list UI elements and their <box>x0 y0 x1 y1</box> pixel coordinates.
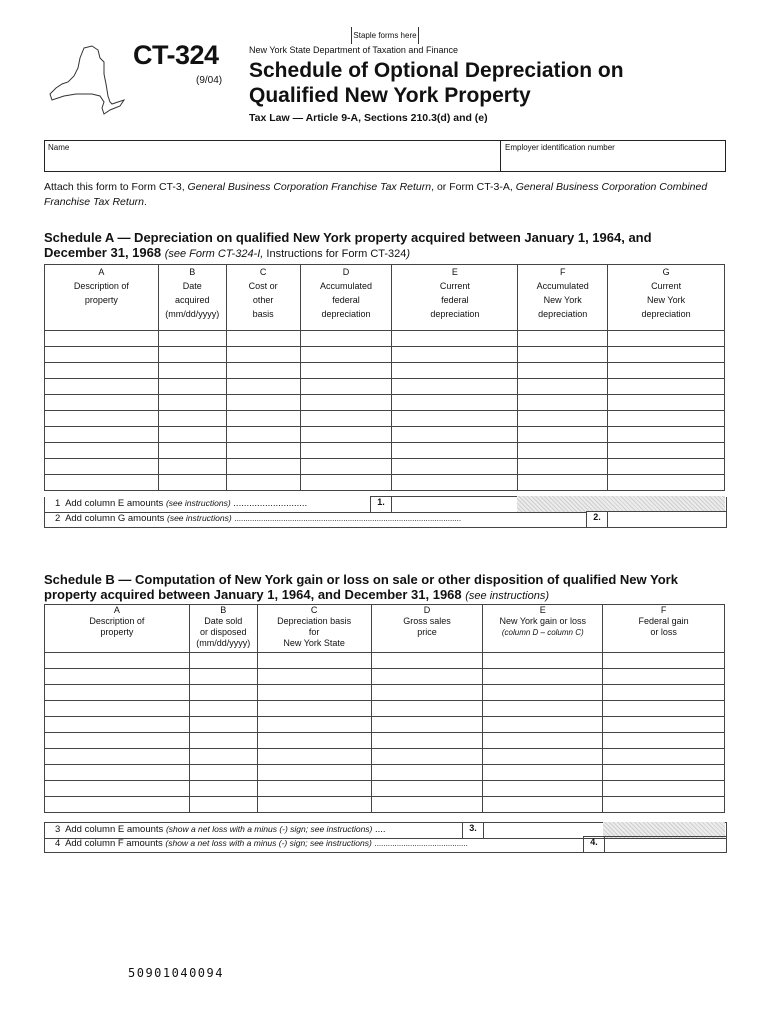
schedule-b-header-row <box>45 605 725 653</box>
line-4-label: 4. <box>583 836 605 853</box>
schedule-b-entry-cell[interactable] <box>371 669 483 685</box>
schedule-b-entry-cell[interactable] <box>603 781 725 797</box>
line-4-amount-field[interactable] <box>604 836 727 853</box>
schedule-a-entry-cell[interactable] <box>226 363 300 379</box>
schedule-b-heading-line2: property acquired between January 1, 1964, and December 31, 1968 <box>44 587 462 602</box>
schedule-a-entry-cell[interactable] <box>518 459 608 475</box>
schedule-b-entry-cell[interactable] <box>371 749 483 765</box>
schedule-b-entry-cell[interactable] <box>257 733 371 749</box>
schedule-a-line-2: 2 Add column G amounts (see instructions) ...................................................................................................... 2. <box>44 512 727 528</box>
new-york-state-map-icon <box>46 44 126 116</box>
schedule-a-heading-ref2: Instructions for Form CT-324 <box>263 248 407 260</box>
schedule-b-entry-cell[interactable] <box>483 765 603 781</box>
schedule-a-entry-row <box>45 475 725 491</box>
attach-text-2: General Business Corporation Franchise Tax Return <box>187 181 432 193</box>
schedule-b-entry-cell[interactable] <box>603 701 725 717</box>
schedule-b-heading-ref: (see instructions) <box>465 590 550 602</box>
schedule-b-entry-cell[interactable] <box>371 653 483 669</box>
schedule-b-entry-cell[interactable] <box>257 797 371 813</box>
staple-note: Staple forms here <box>351 27 419 44</box>
schedule-b-entry-cell[interactable] <box>483 669 603 685</box>
schedule-b-entry-cell[interactable] <box>257 781 371 797</box>
schedule-a-entry-cell[interactable] <box>158 443 226 459</box>
form-title-line2: Qualified New York Property <box>249 84 531 107</box>
schedule-a-entry-cell[interactable] <box>45 331 159 347</box>
schedule-b-entry-cell[interactable] <box>257 669 371 685</box>
schedule-a-entry-cell[interactable] <box>45 475 159 491</box>
schedule-a-entry-cell[interactable] <box>392 363 518 379</box>
schedule-b-entry-cell[interactable] <box>603 733 725 749</box>
schedule-a-entry-cell[interactable] <box>518 379 608 395</box>
schedule-b-line-3: 3 Add column E amounts (show a net loss with a minus (-) sign; see instructions) .... 3. <box>44 822 727 839</box>
schedule-a-entry-cell[interactable] <box>226 347 300 363</box>
schedule-a-entry-cell[interactable] <box>392 331 518 347</box>
schedule-b-entry-row <box>45 797 725 813</box>
schedule-b-entry-cell[interactable] <box>603 669 725 685</box>
attach-text-3: , or Form CT-3-A, <box>431 181 516 193</box>
identification-box <box>44 140 726 172</box>
schedule-a-heading-ref3: ) <box>406 248 411 260</box>
schedule-a-heading-line1: Schedule A — Depreciation on qualified New York property acquired between January 1, 1964, and <box>44 230 652 245</box>
schedule-b-entry-row <box>45 733 725 749</box>
schedule-b-entry-cell[interactable] <box>257 717 371 733</box>
schedule-a-entry-cell[interactable] <box>608 411 725 427</box>
schedule-a-entry-cell[interactable] <box>300 347 392 363</box>
attach-text-4: General Business Corporation Combined Franchise Tax Return <box>44 181 708 208</box>
schedule-a-entry-row <box>45 331 725 347</box>
schedule-b-entry-cell[interactable] <box>189 765 257 781</box>
schedule-b-entry-cell[interactable] <box>257 685 371 701</box>
schedule-b-entry-cell[interactable] <box>371 701 483 717</box>
schedule-b-entry-row <box>45 717 725 733</box>
schedule-a-entry-row <box>45 379 725 395</box>
schedule-b-entry-cell[interactable] <box>483 653 603 669</box>
schedule-a-entry-row <box>45 411 725 427</box>
schedule-a-col-d: D Accumulated federal depreciation <box>300 265 392 331</box>
schedule-a-entry-cell[interactable] <box>45 411 159 427</box>
schedule-b-entry-cell[interactable] <box>189 781 257 797</box>
schedule-b-entry-cell[interactable] <box>483 797 603 813</box>
schedule-b-entry-cell[interactable] <box>45 765 190 781</box>
schedule-b-entry-cell[interactable] <box>483 717 603 733</box>
schedule-b-entry-cell[interactable] <box>483 733 603 749</box>
line-3-label: 3. <box>462 822 484 839</box>
schedule-b-heading <box>44 572 744 604</box>
schedule-a-table <box>44 264 725 491</box>
schedule-a-entry-cell[interactable] <box>158 395 226 411</box>
schedule-b-entry-cell[interactable] <box>257 765 371 781</box>
schedule-a-col-b: B Date acquired (mm/dd/yyyy) <box>158 265 226 331</box>
revision-date: (9/04) <box>196 75 223 86</box>
schedule-a-entry-cell[interactable] <box>518 475 608 491</box>
schedule-b-line-4: 4 Add column F amounts (show a net loss with a minus (-) sign; see instructions) .......................................... 4. <box>44 837 727 853</box>
schedule-a-entry-cell[interactable] <box>392 459 518 475</box>
attach-text-1: Attach this form to Form CT-3, <box>44 181 188 193</box>
schedule-a-entry-row <box>45 363 725 379</box>
schedule-b-entry-cell[interactable] <box>45 717 190 733</box>
schedule-a-entry-cell[interactable] <box>392 411 518 427</box>
schedule-b-entry-cell[interactable] <box>45 653 190 669</box>
schedule-a-line-1: 1 Add column E amounts (see instructions) ............................ 1. <box>44 497 727 513</box>
schedule-a-col-g: G Current New York depreciation <box>608 265 725 331</box>
line-2-amount-field[interactable] <box>607 511 727 528</box>
schedule-a-entry-cell[interactable] <box>608 331 725 347</box>
schedule-a-entry-row <box>45 395 725 411</box>
schedule-b-entry-cell[interactable] <box>603 797 725 813</box>
schedule-b-entry-cell[interactable] <box>257 749 371 765</box>
schedule-b-entry-cell[interactable] <box>483 749 603 765</box>
schedule-a-entry-cell[interactable] <box>608 443 725 459</box>
schedule-a-entry-cell[interactable] <box>518 331 608 347</box>
schedule-b-entry-row <box>45 685 725 701</box>
schedule-a-entry-cell[interactable] <box>158 411 226 427</box>
schedule-a-entry-cell[interactable] <box>608 347 725 363</box>
schedule-b-entry-cell[interactable] <box>483 701 603 717</box>
schedule-a-entry-cell[interactable] <box>392 443 518 459</box>
schedule-b-entry-row <box>45 669 725 685</box>
schedule-a-entry-cell[interactable] <box>300 331 392 347</box>
form-title <box>249 58 749 108</box>
schedule-b-entry-cell[interactable] <box>603 653 725 669</box>
schedule-a-entry-cell[interactable] <box>300 379 392 395</box>
schedule-a-header-row <box>45 265 725 331</box>
schedule-a-entry-cell[interactable] <box>300 459 392 475</box>
schedule-b-entry-cell[interactable] <box>189 701 257 717</box>
name-field[interactable] <box>48 143 69 152</box>
schedule-b-col-b: B Date sold or disposed (mm/dd/yyyy) <box>189 605 257 653</box>
schedule-a-entry-cell[interactable] <box>608 475 725 491</box>
schedule-a-entry-cell[interactable] <box>158 459 226 475</box>
schedule-b-table <box>44 604 725 813</box>
schedule-a-entry-cell[interactable] <box>226 331 300 347</box>
schedule-a-col-e: E Current federal depreciation <box>392 265 518 331</box>
form-number: CT-324 <box>133 40 219 70</box>
schedule-b-entry-cell[interactable] <box>603 749 725 765</box>
schedule-b-entry-cell[interactable] <box>189 733 257 749</box>
schedule-b-entry-cell[interactable] <box>603 765 725 781</box>
schedule-a-entry-cell[interactable] <box>45 379 159 395</box>
schedule-b-entry-cell[interactable] <box>603 685 725 701</box>
schedule-a-heading-ref1: (see Form CT-324-I, <box>164 248 264 260</box>
schedule-a-entry-cell[interactable] <box>158 331 226 347</box>
schedule-b-col-a: A Description of property <box>45 605 190 653</box>
schedule-b-entry-cell[interactable] <box>189 717 257 733</box>
schedule-a-entry-cell[interactable] <box>226 411 300 427</box>
schedule-a-entry-cell[interactable] <box>158 379 226 395</box>
schedule-a-entry-cell[interactable] <box>45 459 159 475</box>
schedule-a-entry-cell[interactable] <box>392 347 518 363</box>
schedule-b-entry-cell[interactable] <box>483 781 603 797</box>
tax-law-reference: Tax Law — Article 9-A, Sections 210.3(d) and (e) <box>249 112 488 124</box>
schedule-a-col-c: C Cost or other basis <box>226 265 300 331</box>
schedule-a-entry-cell[interactable] <box>518 427 608 443</box>
schedule-b-entry-cell[interactable] <box>257 701 371 717</box>
schedule-a-entry-cell[interactable] <box>518 363 608 379</box>
schedule-a-entry-cell[interactable] <box>608 427 725 443</box>
ein-label: Employer identification number <box>505 143 615 152</box>
schedule-a-entry-row <box>45 347 725 363</box>
schedule-a-entry-cell[interactable] <box>608 395 725 411</box>
schedule-b-entry-cell[interactable] <box>371 781 483 797</box>
schedule-a-entry-cell[interactable] <box>300 363 392 379</box>
schedule-a-entry-cell[interactable] <box>518 395 608 411</box>
schedule-a-entry-cell[interactable] <box>158 363 226 379</box>
schedule-a-entry-cell[interactable] <box>392 379 518 395</box>
schedule-b-entry-cell[interactable] <box>189 669 257 685</box>
schedule-a-col-f: F Accumulated New York depreciation <box>518 265 608 331</box>
schedule-a-entry-cell[interactable] <box>45 443 159 459</box>
schedule-a-entry-cell[interactable] <box>608 379 725 395</box>
schedule-a-entry-row <box>45 459 725 475</box>
schedule-b-entry-cell[interactable] <box>371 733 483 749</box>
schedule-b-col-e: E New York gain or loss (column D – column C) <box>483 605 603 653</box>
schedule-a-entry-cell[interactable] <box>45 347 159 363</box>
schedule-b-entry-row <box>45 653 725 669</box>
schedule-b-entry-cell[interactable] <box>603 717 725 733</box>
schedule-a-entry-cell[interactable] <box>45 363 159 379</box>
schedule-b-entry-cell[interactable] <box>371 797 483 813</box>
form-barcode-number: 50901040094 <box>128 966 224 980</box>
schedule-b-entry-cell[interactable] <box>189 797 257 813</box>
schedule-b-col-c: C Depreciation basis for New York State <box>257 605 371 653</box>
attach-instructions <box>44 180 724 210</box>
schedule-a-entry-cell[interactable] <box>300 443 392 459</box>
schedule-a-entry-cell[interactable] <box>226 427 300 443</box>
schedule-a-entry-cell[interactable] <box>226 395 300 411</box>
ein-field[interactable] <box>500 141 619 171</box>
schedule-a-entry-cell[interactable] <box>158 347 226 363</box>
schedule-a-entry-cell[interactable] <box>45 395 159 411</box>
schedule-a-entry-cell[interactable] <box>518 443 608 459</box>
schedule-a-entry-cell[interactable] <box>300 475 392 491</box>
schedule-a-entry-cell[interactable] <box>158 475 226 491</box>
schedule-b-entry-cell[interactable] <box>371 717 483 733</box>
schedule-a-entry-cell[interactable] <box>226 443 300 459</box>
line-1-label: 1. <box>370 496 392 513</box>
schedule-a-heading <box>44 230 734 262</box>
schedule-a-entry-cell[interactable] <box>300 427 392 443</box>
schedule-a-heading-line2: December 31, 1968 <box>44 245 162 260</box>
form-title-line1: Schedule of Optional Depreciation on <box>249 59 624 82</box>
schedule-a-entry-cell[interactable] <box>518 411 608 427</box>
schedule-b-entry-cell[interactable] <box>45 749 190 765</box>
schedule-b-heading-line1: Schedule B — Computation of New York gain or loss on sale or other disposition of qualified New York <box>44 572 678 587</box>
schedule-a-entry-cell[interactable] <box>158 427 226 443</box>
schedule-b-entry-cell[interactable] <box>45 781 190 797</box>
line-2-label: 2. <box>586 511 608 528</box>
schedule-b-entry-cell[interactable] <box>371 765 483 781</box>
schedule-a-entry-cell[interactable] <box>226 459 300 475</box>
schedule-a-entry-cell[interactable] <box>392 427 518 443</box>
schedule-b-entry-cell[interactable] <box>45 701 190 717</box>
schedule-b-col-d: D Gross sales price <box>371 605 483 653</box>
schedule-b-entry-cell[interactable] <box>45 669 190 685</box>
schedule-b-entry-cell[interactable] <box>189 749 257 765</box>
schedule-b-entry-row <box>45 765 725 781</box>
schedule-a-entry-row <box>45 427 725 443</box>
schedule-a-col-a: A Description of property <box>45 265 159 331</box>
schedule-b-entry-cell[interactable] <box>45 797 190 813</box>
line-1-shaded-area <box>517 496 725 512</box>
schedule-b-entry-row <box>45 749 725 765</box>
schedule-b-entry-cell[interactable] <box>483 685 603 701</box>
schedule-a-entry-cell[interactable] <box>518 347 608 363</box>
schedule-b-entry-cell[interactable] <box>189 653 257 669</box>
name-label: Name <box>48 143 70 152</box>
schedule-a-entry-cell[interactable] <box>392 395 518 411</box>
schedule-a-entry-cell[interactable] <box>226 475 300 491</box>
schedule-b-entry-cell[interactable] <box>45 733 190 749</box>
schedule-a-entry-cell[interactable] <box>45 427 159 443</box>
schedule-a-entry-cell[interactable] <box>392 475 518 491</box>
schedule-b-entry-cell[interactable] <box>371 685 483 701</box>
schedule-a-entry-row <box>45 443 725 459</box>
schedule-a-entry-cell[interactable] <box>608 363 725 379</box>
schedule-b-entry-cell[interactable] <box>257 653 371 669</box>
line-1-amount-field[interactable] <box>391 496 519 513</box>
schedule-a-entry-cell[interactable] <box>608 459 725 475</box>
schedule-b-col-f: F Federal gain or loss <box>603 605 725 653</box>
schedule-b-entry-cell[interactable] <box>189 685 257 701</box>
schedule-a-entry-cell[interactable] <box>300 395 392 411</box>
schedule-b-entry-row <box>45 701 725 717</box>
schedule-a-entry-cell[interactable] <box>226 379 300 395</box>
schedule-b-entry-cell[interactable] <box>45 685 190 701</box>
department-name: New York State Department of Taxation and Finance <box>249 45 458 55</box>
attach-text-5: . <box>144 196 147 208</box>
schedule-b-entry-row <box>45 781 725 797</box>
schedule-a-entry-cell[interactable] <box>300 411 392 427</box>
